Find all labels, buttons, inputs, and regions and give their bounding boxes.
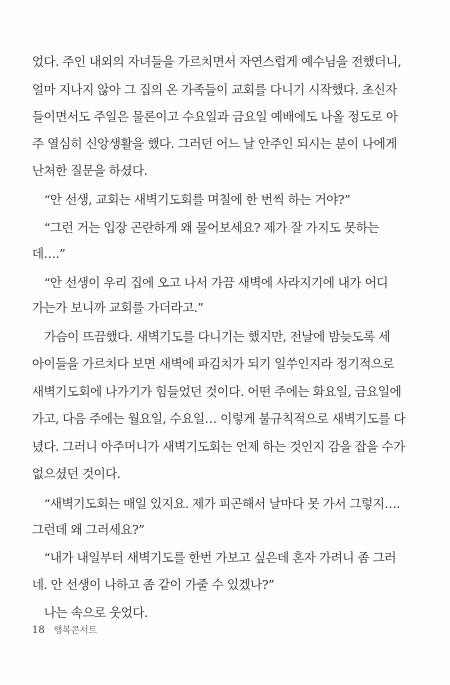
- text-line: 난처한 질문을 하셨다.: [32, 163, 148, 178]
- page-number: 18: [32, 625, 45, 636]
- text-line: “안 선생, 교회는 새벽기도회를 며칠에 한 번씩 하는 거야?”: [44, 192, 351, 207]
- text-line: “그런 거는 입장 곤란하게 왜 물어보세요? 제가 잘 가지도 못하는: [44, 220, 380, 235]
- text-line: 얼마 지나지 않아 그 집의 온 가족들이 교회를 다니기 시작했다. 초신자: [32, 82, 397, 97]
- text-line: 새벽기도회에 나가기가 힘들었던 것이다. 어떤 주에는 화요일, 금요일에: [32, 384, 402, 399]
- text-line: “내가 내일부터 새벽기도를 한번 가보고 싶은데 혼자 가려니 좀 그러: [44, 550, 397, 565]
- text-line: 네. 안 선생이 나하고 좀 같이 가줄 수 있겠나?”: [32, 577, 275, 592]
- running-footer-title: 행복콘서트: [53, 626, 98, 636]
- text-line: 가고, 다음 주에는 월요일, 수요일… 이렇게 불규칙적으로 새벽기도를 다: [32, 411, 406, 426]
- text-line: 없으셨던 것이다.: [32, 466, 121, 481]
- text-line: 었다. 주인 내외의 자녀들을 가르치면서 자연스럽게 예수님을 전했더니,: [32, 54, 402, 69]
- text-line: 나는 속으로 웃었다.: [44, 605, 148, 620]
- text-line: “새벽기도회는 매일 있지요. 제가 피곤해서 날마다 못 가서 그렇지….: [44, 496, 401, 511]
- text-line: 데….”: [32, 246, 66, 261]
- text-line: 가슴이 뜨끔했다. 새벽기도를 다니기는 했지만, 전날에 밤늦도록 세: [44, 329, 391, 344]
- page-footer: [32, 623, 97, 636]
- text-line: 아이들을 가르치다 보면 새벽에 파김치가 되기 일쑤인지라 정기적으로: [32, 356, 395, 371]
- text-line: 주 열심히 신앙생활을 했다. 그러던 어느 날 안주인 되시는 분이 나에게: [32, 136, 397, 151]
- text-line: 가는가 보니까 교회를 가더라고.”: [32, 300, 204, 315]
- text-line: 들이면서도 주일은 물론이고 수요일과 금요일 예배에도 나올 정도로 아: [32, 109, 398, 124]
- text-line: “안 선생이 우리 집에 오고 나서 가끔 새벽에 사라지기에 내가 어디: [44, 275, 388, 290]
- text-line: 그런데 왜 그러세요?”: [32, 522, 145, 537]
- text-line: 녔다. 그러니 아주머니가 새벽기도회는 언제 하는 것인지 감을 잡을 수가: [32, 439, 405, 454]
